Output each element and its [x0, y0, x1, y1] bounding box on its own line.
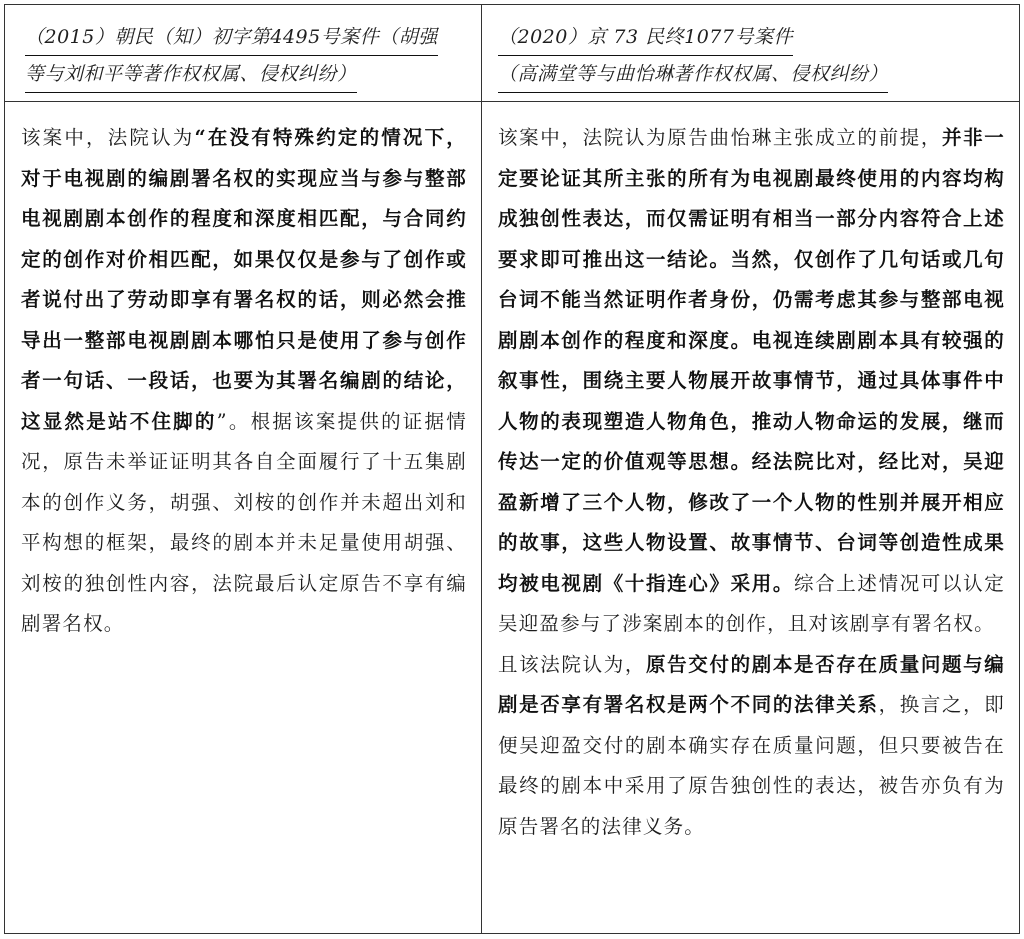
left-court-quote: “在没有特殊约定的情况下，对于电视剧的编剧署名权的实现应当与参与整部电视剧剧本创作的程度和深度相匹配，与合同约定的创作对价相匹配，如果仅仅是参与了创作或者说付出了劳动即享有署名权的话，则必然会推导出一整部电视剧剧本哪怕只是使用了参与创作者一句话、一段话，也要为其署名编剧的结论，这显然是站不住脚的	[21, 126, 467, 433]
right-conclusion-text: 综合上述情况可以认定吴迎盈参与了涉案剧本的创作，且对该剧享有署名权。	[498, 571, 1005, 635]
right-court-reasoning: 并非一定要论证其所主张的所有为电视剧最终使用的内容均构成独创性表达，而仅需证明有相当一部分内容符合上述要求即可推出这一结论。当然，仅创作了几句话或几句台词不能当然证明作者身份，仍需考虑其参与整部电视剧剧本创作的程度和深度。电视连续剧剧本具有较强的叙事性，围绕主要人物展开故事情节，通过具体事件中人物的表现塑造人物角色，推动人物命运的发展，继而传达一定的价值观等思想。经法院比对，经比对，吴迎盈新增了三个人物，修改了一个人物的性别并展开相应的故事，这些人物设置、故事情节、台词等创造性成果均被电视剧《十指连心》采用。	[498, 126, 1006, 595]
right-second-intro: 且该法院认为，	[498, 652, 647, 676]
left-case-header-line2: 等与刘和平等著作权权属、侵权纠纷）	[25, 56, 467, 93]
left-case-header	[5, 5, 481, 101]
left-conclusion-text: ”。根据该案提供的证据情况，原告未举证证明其各自全面履行了十五集剧本的创作义务，胡强、刘桉的创作并未超出刘和平构想的框架，最终的剧本并未足量使用胡强、刘桉的独创性内容，法院最后认定原告不享有编剧署名权。	[21, 409, 467, 635]
right-case-header-line2: （高满堂等与曲怡琳著作权权属、侵权纠纷）	[498, 56, 1005, 93]
left-case-body	[5, 102, 481, 933]
right-obligation-text: ，换言之，即便吴迎盈交付的剧本确实存在质量问题，但只要被告在最终的剧本中采用了原告独创性的表达，被告亦负有为原告署名的法律义务。	[498, 693, 1005, 838]
right-case-header	[482, 5, 1019, 101]
right-case-paragraph-2	[498, 645, 1005, 848]
right-legal-relation-holding: 原告交付的剧本是否存在质量问题与编剧是否享有署名权是两个不同的法律关系	[498, 652, 1006, 716]
right-case-header-line1: （2020）京 73 民终1077号案件	[498, 19, 1005, 56]
right-case-body	[482, 102, 1019, 933]
right-case-paragraph-1	[498, 118, 1005, 645]
left-case-header-line1: （2015）朝民（知）初字第4495号案件（胡强	[25, 19, 467, 56]
left-intro-text: 该案中，法院认为	[21, 126, 195, 149]
right-intro-text: 该案中，法院认为原告曲怡琳主张成立的前提，	[498, 126, 943, 149]
left-case-paragraph	[21, 118, 467, 645]
case-comparison-table	[4, 4, 1020, 934]
